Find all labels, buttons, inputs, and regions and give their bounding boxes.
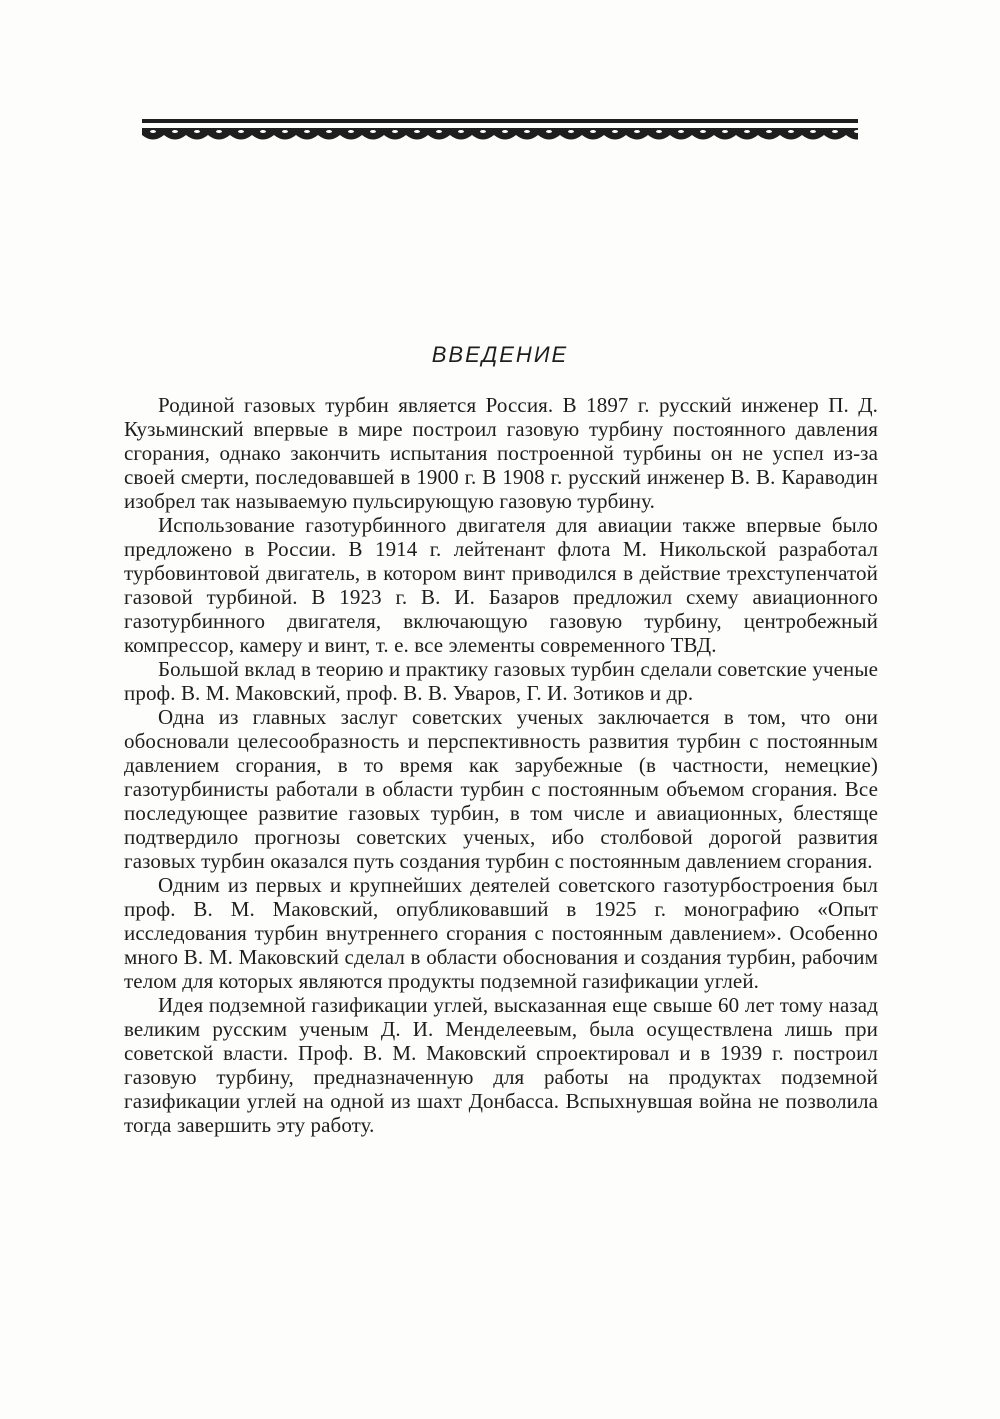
ornament-scallop <box>802 135 824 140</box>
ornament-notch <box>766 130 772 133</box>
ornament-notch <box>502 130 508 133</box>
ornament-notch <box>832 130 838 133</box>
ornament-scallop <box>736 135 758 140</box>
ornament-notch <box>524 130 530 133</box>
ornament-notch <box>612 130 618 133</box>
ornament-scallop <box>560 135 582 140</box>
ornament-notch <box>634 130 640 133</box>
ornament-scallop <box>824 135 846 140</box>
ornament-scallop <box>296 135 318 140</box>
ornament-notch <box>788 130 794 133</box>
ornament-scallop <box>274 135 296 140</box>
ornament-scallop <box>626 135 648 140</box>
ornament-scallop <box>230 135 252 140</box>
ornament-notch <box>458 130 464 133</box>
ornament-notch <box>678 130 684 133</box>
ornament-scallop <box>714 135 736 140</box>
paragraph: Одним из первых и крупнейших деятелей советского газотурбостроения был проф. В. М. Маковский, опубликовавший в 1925 г. монографию «Опыт исследования турбин внутреннего сгорания с постоянным давлением». Особенно много В. М. Маковский сделал в области обоснования и создания турбин, рабочим телом для которых являются продукты подземной газификации углей. <box>124 873 878 993</box>
ornament-scallop <box>472 135 494 140</box>
paragraph: Использование газотурбинного двигателя для авиации также впервые было предложено в России. В 1914 г. лейтенант флота М. Никольской разработал турбовинтовой двигатель, в котором винт приводился в действие трехступенчатой газовой турбиной. В 1923 г. В. И. Базаров предложил схему авиационного газотурбинного двигателя, включающую газовую турбину, центробежный компрессор, камеру и винт, т. е. все элементы современного ТВД. <box>124 513 878 657</box>
ornament-scallop <box>758 135 780 140</box>
ornament-notch <box>810 130 816 133</box>
ornament-scallop <box>780 135 802 140</box>
ornament-notch <box>700 130 706 133</box>
ornament-notch <box>392 130 398 133</box>
ornament-scallop <box>516 135 538 140</box>
ornament-notch <box>282 130 288 133</box>
ornament-scallop <box>846 135 858 140</box>
ornament-notch <box>172 130 178 133</box>
ornament-scallop <box>648 135 670 140</box>
ornament-notch <box>370 130 376 133</box>
ornament-notch <box>414 130 420 133</box>
ornament-scallop <box>538 135 560 140</box>
page-heading: ВВЕДЕНИЕ <box>431 342 569 367</box>
ornament-notch <box>590 130 596 133</box>
ornament-scallop <box>208 135 230 140</box>
ornament-notch <box>744 130 750 133</box>
ornament-notch <box>348 130 354 133</box>
paragraph: Родиной газовых турбин является Россия. В 1897 г. русский инженер П. Д. Кузьминский впервые в мире построил газовую турбину постоянного давления сгорания, однако закончить испытания построенной турбины он не успел из-за своей смерти, последовавшей в 1900 г. В 1908 г. русский инженер В. В. Караводин изобрел так называемую пульсирующую газовую турбину. <box>124 393 878 513</box>
ornament-scallop <box>252 135 274 140</box>
ornament-scallop <box>604 135 626 140</box>
body-text <box>124 393 878 1137</box>
ornament-notch <box>260 130 266 133</box>
ornament-scallop <box>318 135 340 140</box>
paragraph: Идея подземной газификации углей, высказанная еще свыше 60 лет тому назад великим русским ученым Д. И. Менделеевым, была осуществлена лишь при советской власти. Проф. В. М. Маковский спроектировал и в 1939 г. построил газовую турбину, предназначенную для работы на продуктах подземной газификации углей на одной из шахт Донбасса. Вспыхнувшая война не позволила тогда завершить эту работу. <box>124 993 878 1137</box>
decorative-rule-ornament <box>142 115 858 143</box>
ornament-notch <box>238 130 244 133</box>
ornament-scallop <box>494 135 516 140</box>
ornament-notch <box>656 130 662 133</box>
ornament-scallop <box>406 135 428 140</box>
ornament-notch <box>216 130 222 133</box>
ornament-scallop <box>340 135 362 140</box>
ornament-scallop <box>362 135 384 140</box>
ornament-top-band <box>142 119 858 123</box>
ornament-scallop <box>164 135 186 140</box>
ornament-notch <box>304 130 310 133</box>
paragraph: Большой вклад в теорию и практику газовых турбин сделали советские ученые проф. В. М. Маковский, проф. В. В. Уваров, Г. И. Зотиков и др. <box>124 657 878 705</box>
paragraph: Одна из главных заслуг советских ученых заключается в том, что они обосновали целесообразность и перспективность развития турбин с постоянным давлением сгорания, в то время как зарубежные (в частности, немецкие) газотурбинисты работали в области турбин с постоянным объемом сгорания. Все последующее развитие газовых турбин, в том числе и авиационных, блестяще подтвердило прогнозы советских ученых, ибо столбовой дорогой развития газовых турбин оказался путь создания турбин с постоянным давлением сгорания. <box>124 705 878 873</box>
ornament-notch <box>722 130 728 133</box>
ornament-notch <box>150 130 156 133</box>
ornament-notch <box>546 130 552 133</box>
ornament-notch <box>436 130 442 133</box>
ornament-scallop <box>186 135 208 140</box>
ornament-notch <box>326 130 332 133</box>
ornament-scallop <box>450 135 472 140</box>
ornament-bottom-band <box>142 128 858 135</box>
ornament-scallop <box>428 135 450 140</box>
ornament-scallop <box>670 135 692 140</box>
ornament-notch <box>194 130 200 133</box>
ornament-notch <box>568 130 574 133</box>
ornament-scallop <box>142 135 164 140</box>
ornament-notch <box>480 130 486 133</box>
ornament-scallop <box>582 135 604 140</box>
ornament-scallop <box>384 135 406 140</box>
ornament-scallop <box>692 135 714 140</box>
